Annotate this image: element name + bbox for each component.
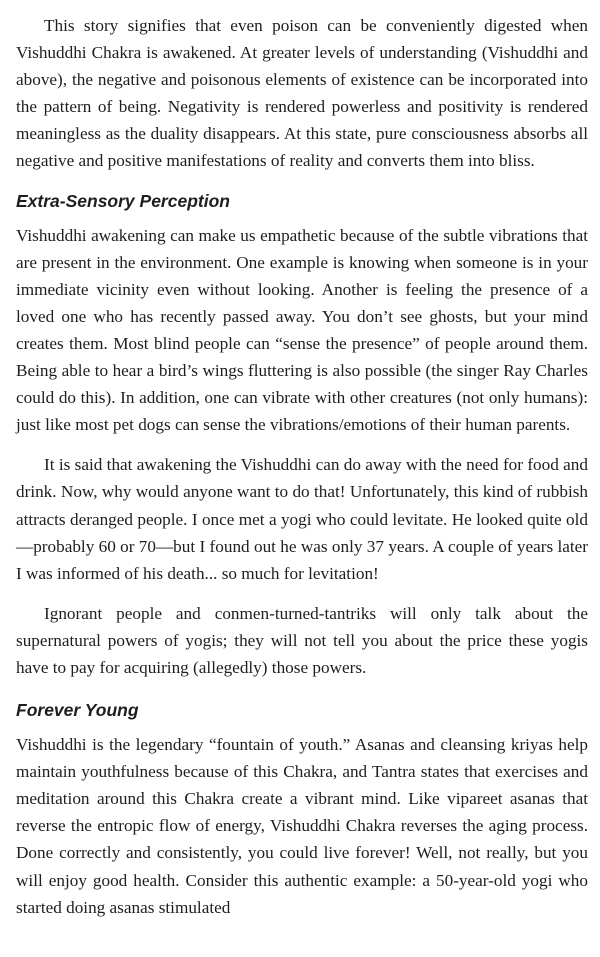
- heading-extra-sensory-perception: Extra-Sensory Perception: [16, 190, 230, 211]
- paragraph-empathy-vibrations: Vishuddhi awakening can make us empathetic because of the subtle vibrations that are present in the environment. One example is knowing when someone is in your immediate vicinity even without looking. Another is feeling the presence of a loved one who has recently passed away. You don’t see ghosts, but your mind creates them. Most blind people can “sense the presence” of people around them. Being able to hear a bird’s wings fluttering is also possible (the singer Ray Charles could do this). In addition, one can vibrate with other creatures (not only humans): just like most pet dogs can sense the vibrations/emotions of their human parents.: [16, 225, 588, 435]
- heading-forever-young: Forever Young: [16, 700, 139, 721]
- paragraph-food-and-drink: It is said that awakening the Vishuddhi can do away with the need for food and drink. Now, why would anyone want to do that! Unfortunately, this kind of rubbish attracts deranged people. I once met a yogi who could levitate. He looked quite old—probably 60 or 70—but I found out he was only 37 years. A couple of years later I was informed of his death... so much for levitation!: [16, 455, 588, 583]
- paragraph-supernatural-powers: Ignorant people and conmen-turned-tantriks will only talk about the supernatural powers of yogis; they will not tell you about the price these yogis have to pay for acquiring (allegedly) those powers.: [16, 603, 588, 677]
- paragraph-poison-digested: This story signifies that even poison can be conveniently digested when Vishuddhi Chakra is awakened. At greater levels of understanding (Vishuddhi and above), the negative and poisonous elements of existence can be incorporated into the pattern of being. Negativity is rendered powerless and positivity is rendered meaningless as the duality disappears. At this state, pure consciousness absorbs all negative and positive manifestations of reality and converts them into bliss.: [16, 16, 588, 171]
- paragraph-fountain-of-youth: Vishuddhi is the legendary “fountain of youth.” Asanas and cleansing kriyas help maintain youthfulness because of this Chakra, and Tantra states that exercises and meditation around this Chakra create a vibrant mind. Like vipareet asanas that reverse the entropic flow of energy, Vishuddhi Chakra reverses the aging process. Done correctly and consistently, you could live forever! Well, not really, but you will enjoy good health. Consider this authentic example: a 50-year-old yogi who started doing asanas stimulated: [16, 735, 588, 917]
- document-page: [16, 0, 588, 921]
